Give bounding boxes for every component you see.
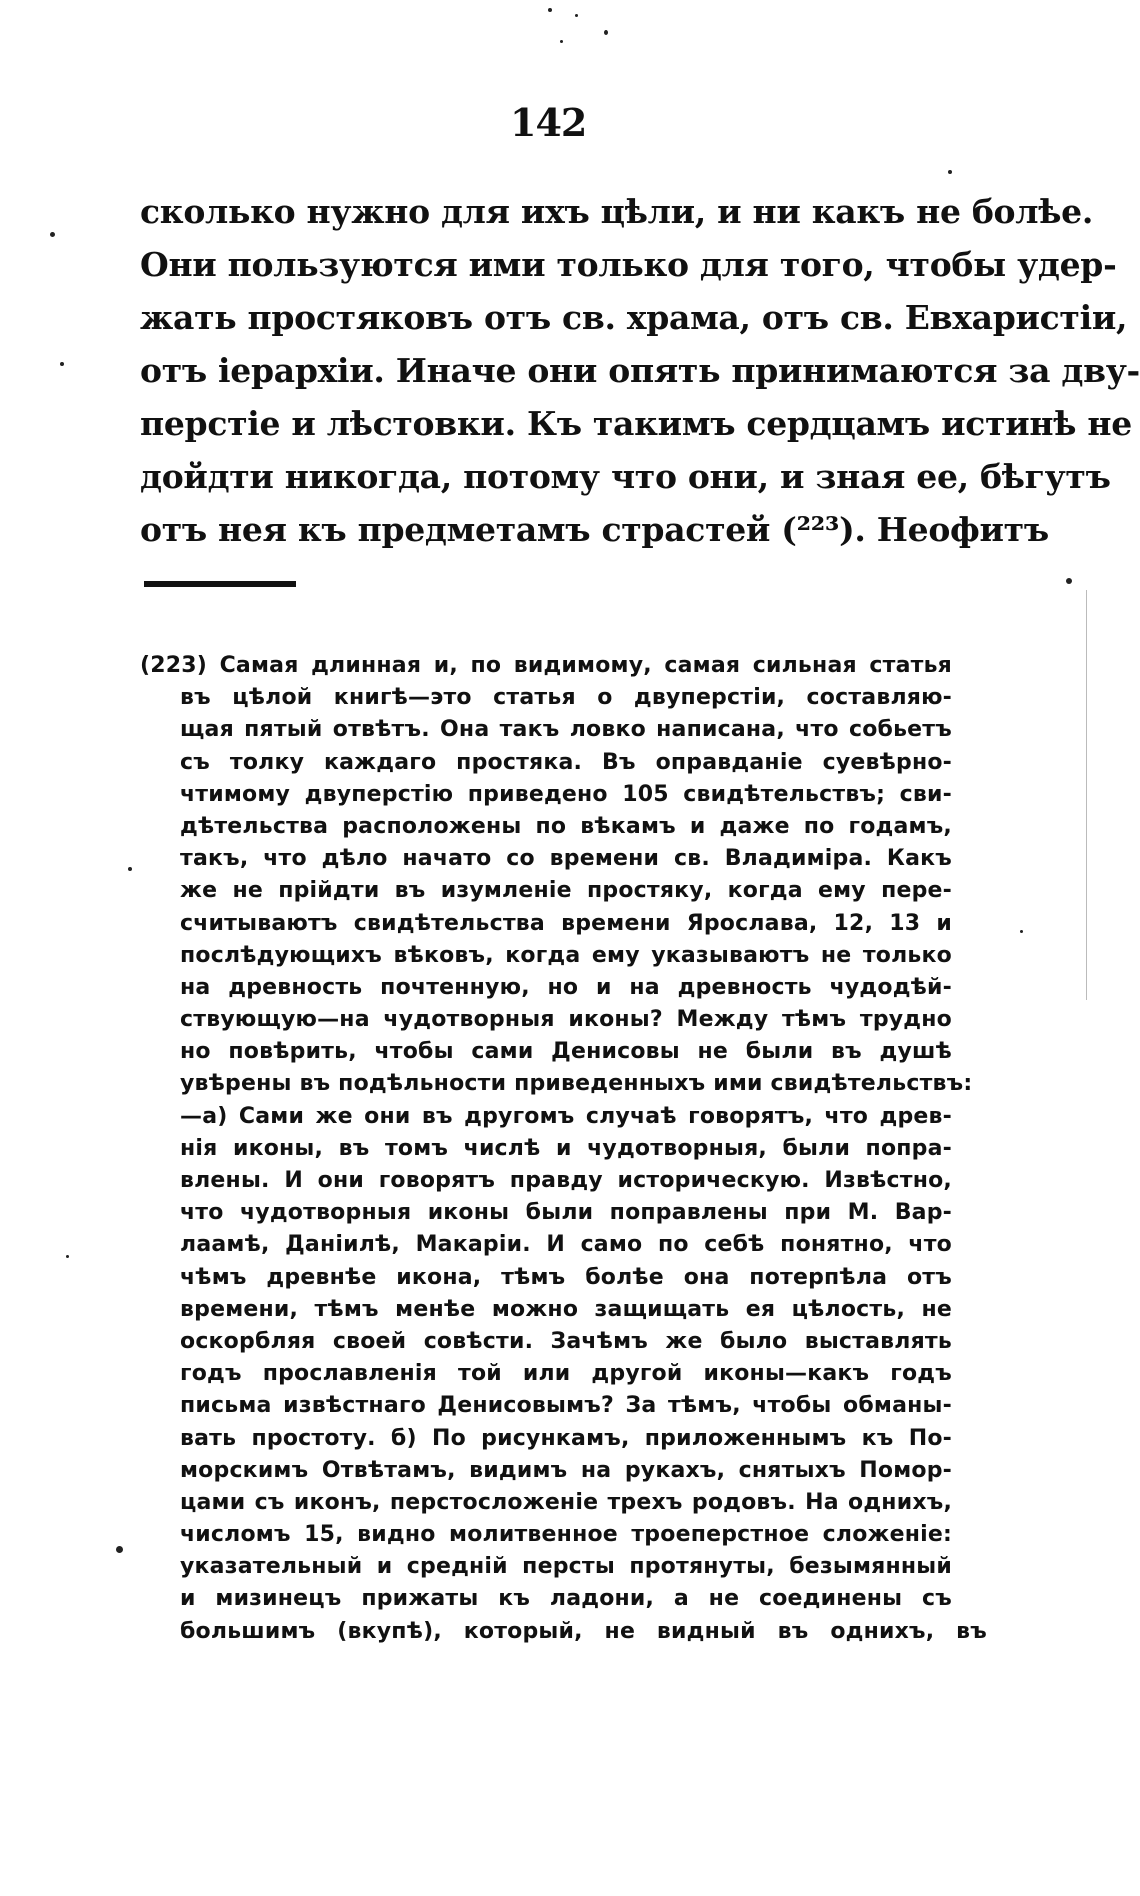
footnote-line: что чудотворныя иконы были поправлены при М. Вар-	[180, 1200, 952, 1226]
footnote-line: щая пятый отвѣтъ. Она такъ ловко написана, что собьетъ	[180, 717, 952, 743]
footnote-line: нія иконы, въ томъ числѣ и чудотворныя, были попра-	[180, 1135, 952, 1161]
scan-speck	[50, 232, 55, 237]
footnote-line: годъ прославленія той или другой иконы—какъ годъ	[180, 1361, 952, 1387]
footnote-line: но повѣрить, чтобы сами Денисовы не были въ душѣ	[180, 1039, 952, 1065]
main-text-line: перстіе и лѣстовки. Къ такимъ сердцамъ истинѣ не	[140, 404, 1132, 443]
footnote-line: чтимому двуперстію приведено 105 свидѣтельствъ; сви-	[180, 781, 952, 807]
footnote-line: влены. И они говорятъ правду историческую. Извѣстно,	[180, 1168, 952, 1193]
scan-speck	[60, 362, 64, 366]
scan-speck	[128, 867, 132, 871]
footnote-line: и мизинецъ прижаты къ ладони, а не соединены съ	[180, 1586, 952, 1612]
footnote-line: морскимъ Отвѣтамъ, видимъ на рукахъ, снятыхъ Помор-	[180, 1457, 952, 1483]
footnote-line: считываютъ свидѣтельства времени Ярослава, 12, 13 и	[180, 910, 952, 936]
footnote-line: большимъ (вкупѣ), который, не видный въ однихъ, въ	[180, 1618, 988, 1644]
footnote-line: числомъ 15, видно молитвенное троеперстное сложеніе:	[180, 1522, 952, 1548]
scan-edge-line	[1086, 590, 1087, 1000]
scan-speck	[1066, 578, 1072, 584]
main-text-block	[140, 185, 1140, 556]
footnote-line: съ толку каждаго простяка. Въ оправданіе суевѣрно-	[180, 749, 952, 775]
footnote-line: времени, тѣмъ менѣе можно защищать ея цѣлость, не	[180, 1296, 952, 1322]
footnote-line: вать простоту. б) По рисункамъ, приложеннымъ къ По-	[180, 1425, 952, 1451]
scan-speck	[1020, 930, 1023, 933]
footnote-line: цами съ иконъ, перстосложеніе трехъ родовъ. На однихъ,	[180, 1489, 952, 1515]
footnote-line: въ цѣлой книгѣ—это статья о двуперстіи, составляю-	[180, 685, 952, 711]
footnote-line: оскорбляя своей совѣсти. Зачѣмъ же было выставлять	[180, 1328, 952, 1354]
scan-speck	[66, 1255, 69, 1258]
scan-speck	[575, 14, 578, 17]
scan-speck	[560, 40, 563, 43]
main-text-line: Они пользуются ими только для того, чтобы удер-	[140, 245, 1117, 284]
footnote-line: чѣмъ древнѣе икона, тѣмъ болѣе она потерпѣла отъ	[180, 1264, 952, 1290]
scan-speck	[948, 170, 952, 174]
scan-speck	[116, 1546, 123, 1553]
footnote-line: такъ, что дѣло начато со времени св. Владиміра. Какъ	[180, 846, 952, 872]
scan-speck	[604, 30, 608, 35]
page-number: 142	[510, 100, 587, 145]
footnote-line: лаамѣ, Даніилѣ, Макаріи. И само по себѣ понятно, что	[180, 1232, 952, 1258]
footnote-line: ствующую—на чудотворныя иконы? Между тѣмъ трудно	[180, 1007, 952, 1033]
footnote-line: указательный и средній персты протянуты, безымянный	[180, 1554, 952, 1580]
footnote-line: (223) Самая длинная и, по видимому, самая сильная статья	[140, 653, 952, 678]
footnote-line: на древность почтенную, но и на древность чудодѣй-	[180, 974, 952, 1000]
main-text-line: отъ іерархіи. Иначе они опять принимаются за дву-	[140, 351, 1140, 390]
footnote-line: же не прійдти въ изумленіе простяку, когда ему пере-	[180, 878, 952, 904]
footnote-line: увѣрены въ подѣльности приведенныхъ ими свидѣтельствъ:	[180, 1071, 973, 1097]
footnote-separator-rule	[144, 581, 296, 587]
footnote-line: —а) Сами же они въ другомъ случаѣ говорятъ, что древ-	[180, 1103, 952, 1129]
footnote-block	[140, 650, 988, 1648]
footnote-line: послѣдующихъ вѣковъ, когда ему указываютъ не только	[180, 942, 952, 968]
footnote-line: письма извѣстнаго Денисовымъ? За тѣмъ, чтобы обманы-	[180, 1393, 952, 1419]
main-text-line: жать простяковъ отъ св. храма, отъ св. Евхаристіи,	[140, 298, 1128, 337]
main-text-line: дойдти никогда, потому что они, и зная ее, бѣгутъ	[140, 457, 1111, 496]
scan-speck	[548, 8, 552, 12]
main-text-line: отъ нея къ предметамъ страстей (²²³). Неофитъ	[140, 510, 1049, 549]
footnote-line: дѣтельства расположены по вѣкамъ и даже по годамъ,	[180, 813, 952, 839]
main-text-line: сколько нужно для ихъ цѣли, и ни какъ не болѣе.	[140, 192, 1094, 231]
